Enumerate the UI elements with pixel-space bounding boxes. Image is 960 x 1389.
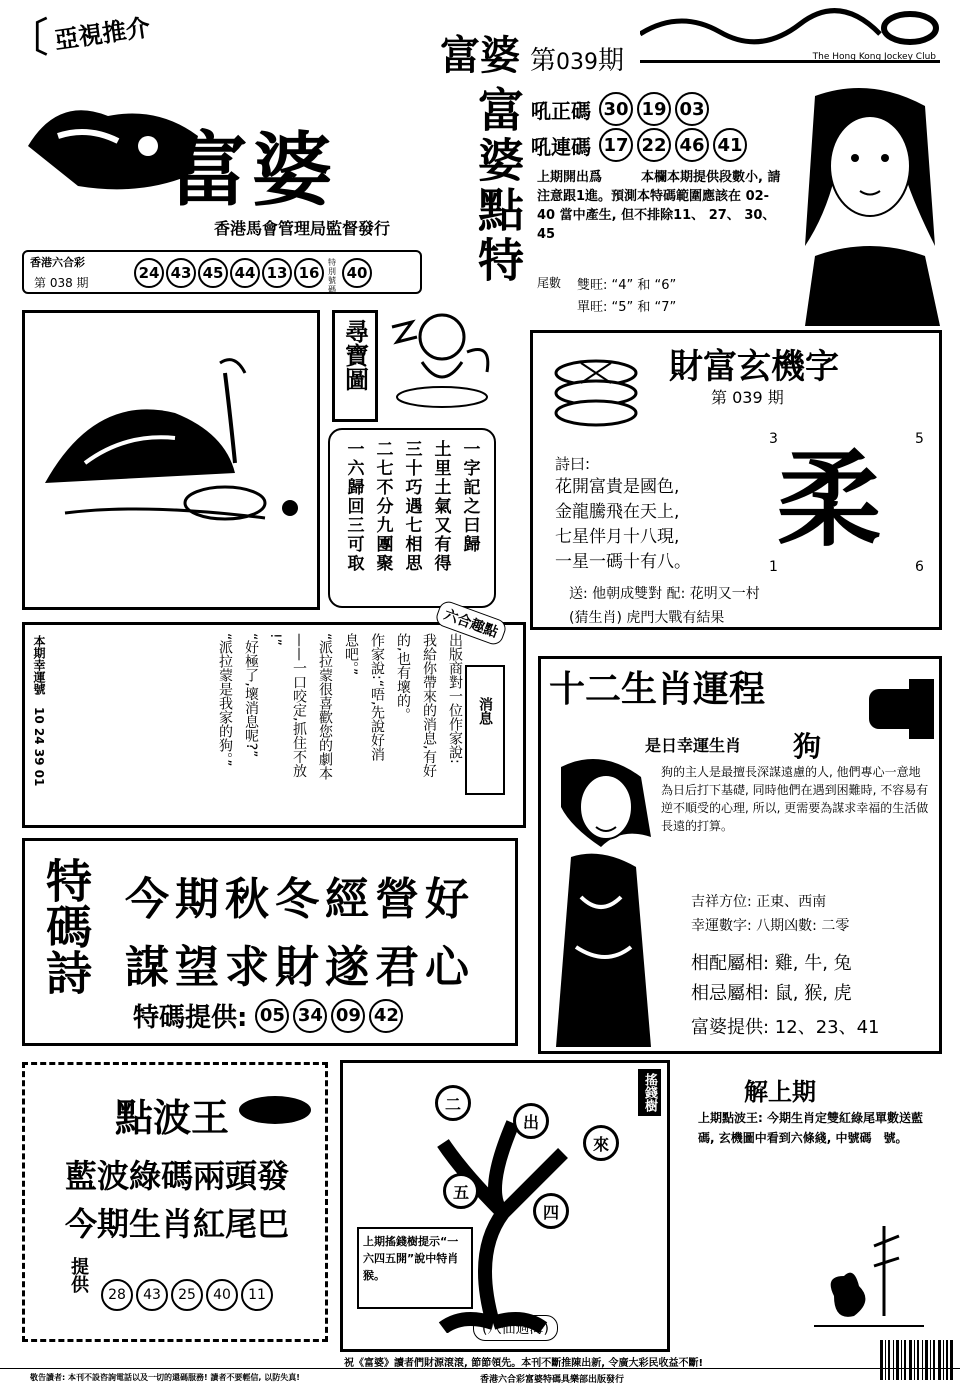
row2-label: 吼連碼 [531, 134, 591, 159]
barcode-icon [880, 1340, 954, 1386]
fortune-guess-line: (猜生肖) 虎門大戰有結果 [569, 610, 725, 626]
issue-number: 039 [556, 50, 599, 75]
fortune-poem [555, 475, 691, 575]
footer-publisher: 香港六合彩富婆特碼具樂部出版發行 [480, 1375, 625, 1385]
tree-coin: 五 [443, 1173, 479, 1209]
issue-suffix: 期 [598, 46, 625, 76]
special-ball: 40 [342, 258, 372, 288]
fortune-big-char: 柔 [777, 438, 882, 561]
treasure-poem-line: 一六歸回三可取 [343, 440, 364, 573]
tip-panel [465, 86, 945, 326]
woman-portrait-icon [795, 86, 945, 326]
treasure-poem [330, 430, 494, 608]
lucky-label-text: 本期幸運號 [32, 635, 46, 695]
tail-label: 尾數 [537, 276, 562, 290]
brand-tag [8, 6, 188, 61]
fortune-poem-line: 七星伴月十八現, [555, 527, 680, 547]
tip-text: 上期開出爲 本欄本期提供段數小, 請注意跟1進。預測本特碼範圍應該在 02-40 當中產生, 但不排除11、 27、 30、 45 [537, 170, 781, 242]
news-column: 作家說:“唔,先說好消 [369, 633, 385, 762]
tree-coin: 來 [583, 1125, 619, 1161]
fortune-poem-line: 花開富貴是國色, [555, 477, 680, 497]
header-banner-art [640, 4, 940, 63]
row1-label: 吼正碼 [531, 98, 591, 123]
tree-coin: 四 [533, 1193, 569, 1229]
fortune-send-line: 送: 他朝成雙對 配: 花明又一村 [569, 586, 760, 602]
brand-tag-text: 亞視推介 [52, 13, 152, 55]
draw-ball: 43 [166, 258, 196, 288]
last-draw-strip [22, 250, 422, 294]
tip-ball: 41 [713, 128, 747, 162]
special-ball: 42 [369, 999, 403, 1033]
special-poem-line1: 今期秋冬經營好 [125, 874, 475, 925]
money-tree-caption: (八仙過海) [473, 1315, 558, 1341]
tip-ball: 19 [637, 92, 671, 126]
treasure-poem-line: 土里土氣又有得 [430, 440, 451, 573]
lucky-zodiac-animal: 狗 [793, 730, 822, 763]
draw-ball: 44 [230, 258, 260, 288]
tip-ball: 30 [599, 92, 633, 126]
racing-car-icon [235, 1085, 315, 1135]
review-text: 上期點波王: 今期生肖定雙紅綠尾單數送藍碼, 玄機圖中看到六條綫, 中號碼 號。 [698, 1111, 923, 1145]
king-ball: 28 [101, 1279, 133, 1311]
issue-prefix: 第 [530, 46, 557, 76]
king-ball: 25 [171, 1279, 203, 1311]
treasure-title: 尋寶圖 [340, 319, 370, 391]
special-ball: 05 [255, 999, 289, 1033]
review-panel [684, 1066, 940, 1346]
draw-ball: 13 [262, 258, 292, 288]
treasure-map-picture [22, 310, 320, 610]
news-column: “派拉蒙是我家的狗。” [217, 633, 233, 767]
row1-numbers [599, 92, 713, 126]
zodiac-panel [538, 656, 942, 1054]
draw-issue: 第 038 期 [34, 276, 89, 290]
special-ball: 09 [331, 999, 365, 1033]
news-column: 息吧。” [343, 633, 359, 676]
news-side-label: 消息 [477, 697, 493, 725]
zodiac-title: 十二生肖運程 [549, 668, 766, 710]
special-ball: 34 [293, 999, 327, 1033]
draw-ball: 45 [198, 258, 228, 288]
news-column: !” [267, 633, 283, 646]
masthead [18, 86, 448, 246]
news-column: ——一口咬定,抓住不放 [291, 633, 307, 778]
lucky-zodiac-label: 是日幸運生肖 [645, 736, 742, 755]
tail-double: 雙旺: “4” 和 “6” [577, 278, 677, 293]
woman-figure-icon [541, 747, 661, 1047]
ball-king-panel [22, 1062, 328, 1342]
row2-numbers [599, 128, 751, 162]
corner-num-tr: 5 [915, 431, 924, 447]
news-columns [75, 633, 465, 823]
news-panel [22, 622, 526, 828]
tip-ball: 46 [675, 128, 709, 162]
fortune-poem-label: 詩曰: [555, 455, 591, 473]
special-numbers [255, 999, 407, 1033]
treasure-poem-scroll [328, 428, 496, 608]
draw-label: 香港六合彩 [30, 256, 85, 269]
cherub-icon [382, 302, 502, 412]
fist-icon [859, 669, 939, 749]
masthead-logo: 富婆 [168, 123, 336, 217]
tip-ball: 17 [599, 128, 633, 162]
fortune-poem-line: 一星一碼十有八。 [555, 552, 691, 572]
tip-ball: 03 [675, 92, 709, 126]
ball-king-provide-label: 提供 [68, 1257, 89, 1293]
fortune-issue: 第 039 期 [711, 388, 784, 407]
zodiac-desc: 狗的主人是最擅長深謀遠慮的人, 他們專心一意地為日后打下基礎, 同時他們在遇到困難時, 不容易有逆不順受的心理, 所以, 更需要為謀求幸福的生活做長遠的打算。 [661, 765, 929, 833]
draw-ball: 16 [294, 258, 324, 288]
masthead-subtitle: 香港馬會管理局監督發行 [214, 219, 391, 238]
money-tree-note: 上期搖錢樹提示“一六四五開”說中特肖猴。 [357, 1227, 473, 1309]
ball-king-line1: 藍波綠碼兩頭發 [65, 1157, 290, 1195]
rooster-icon [804, 1206, 934, 1346]
tip-vertical-title: 富婆點特 [471, 86, 525, 286]
draw-ball: 24 [134, 258, 164, 288]
fortune-title: 財富玄機字 [669, 347, 839, 387]
news-tag: 六合趣點 [434, 599, 509, 647]
header-title: 富婆 [440, 32, 520, 79]
king-ball: 43 [136, 1279, 168, 1311]
coin-stack-icon [541, 343, 651, 433]
treasure-poem-line: 一字記之曰歸 [459, 440, 480, 554]
zodiac-provide: 富婆提供: 12、23、41 [691, 1017, 880, 1038]
footer-notice: 敬告讀者: 本刊不設咨詢電話以及一切的還碼服務! 讀者不要輕信, 以防失真! [30, 1373, 300, 1382]
fortune-poem-line: 金龍騰飛在天上, [555, 502, 680, 522]
special-poem-panel [22, 838, 518, 1046]
fortune-word-panel [530, 330, 942, 630]
news-column: “派拉蒙很喜歡您的劇本 [317, 633, 333, 781]
ball-king-numbers [101, 1279, 276, 1311]
tip-ball: 22 [637, 128, 671, 162]
zodiac-avoid: 相忌屬相: 鼠, 猴, 虎 [691, 983, 852, 1004]
footer-bless: 祝《富婆》讀者們財源滾滾, 節節領先。本刊不斷推陳出新, 令廣大彩民收益不斷! [344, 1358, 704, 1369]
review-title: 解上期 [744, 1077, 816, 1106]
news-column: 出版商對一位作家說: [447, 633, 463, 764]
draw-numbers [134, 258, 374, 294]
corner-num-bl: 1 [769, 559, 778, 575]
zodiac-match: 相配屬相: 雞, 牛, 兔 [691, 953, 852, 974]
hkjc-text: The Hong Kong Jockey Club [812, 52, 936, 62]
special-poem-side: 特碼詩 [39, 857, 93, 995]
zodiac-numbers: 幸運數字: 八期凶數: 二零 [691, 918, 850, 934]
money-tree-label: 搖錢樹 [638, 1069, 661, 1116]
tree-coin: 出 [513, 1103, 549, 1139]
money-tree-panel [340, 1060, 670, 1352]
news-column: 的,也有壞的。 [395, 633, 411, 722]
king-ball: 11 [241, 1279, 273, 1311]
lucky-label [31, 635, 48, 825]
treasure-poem-line: 三十巧遇七相思 [401, 440, 422, 573]
treasure-title-box [332, 310, 378, 422]
special-poem-line2: 謀望求財遂君心 [125, 942, 475, 993]
ball-king-line2: 今期生肖紅尾巴 [65, 1205, 290, 1243]
zodiac-direction: 吉祥方位: 正東、西南 [691, 894, 827, 910]
lucky-numbers: 10 24 39 01 [32, 707, 46, 787]
special-provide-label: 特碼提供: [133, 1003, 248, 1033]
special-label: 特別號碼 [328, 258, 336, 294]
corner-num-tl: 3 [769, 431, 778, 447]
corner-num-br: 6 [915, 559, 924, 575]
king-ball: 40 [206, 1279, 238, 1311]
issue-header [440, 24, 625, 79]
tail-single: 單旺: “5” 和 “7” [577, 300, 677, 315]
news-column: 我給你帶來的消息,有好 [421, 633, 437, 778]
treasure-poem-line: 二七不分九團聚 [372, 440, 393, 573]
brand-mark-icon: 〔 [8, 14, 48, 61]
ball-king-title: 點波王 [115, 1095, 230, 1140]
news-column: “好極了,壞消息呢?” [243, 633, 259, 758]
tree-coin: 二 [435, 1085, 471, 1121]
sleeping-cat-hill-icon [25, 313, 317, 607]
